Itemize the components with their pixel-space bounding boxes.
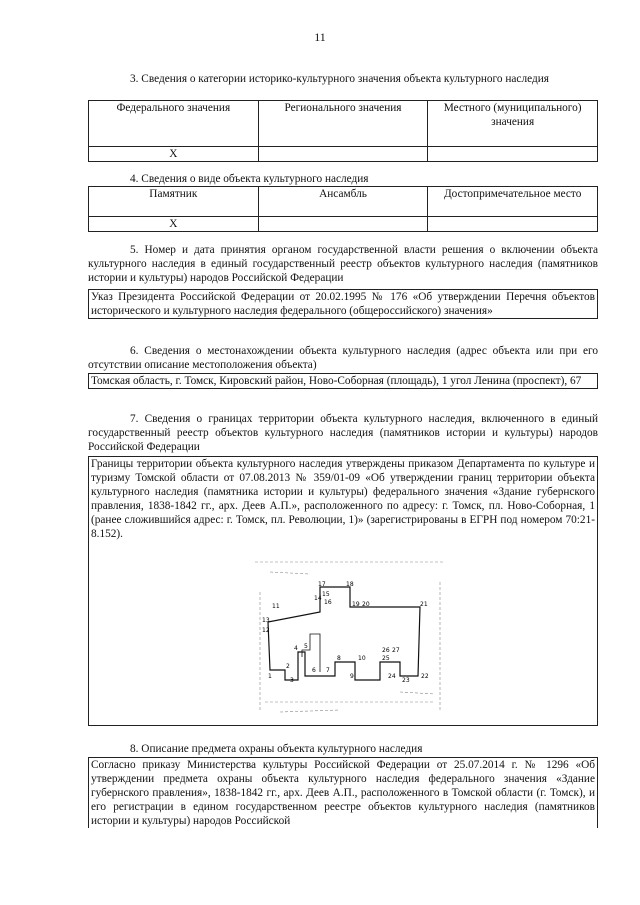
plan-point-17: 17 — [318, 581, 326, 588]
plan-point-2: 2 — [286, 663, 290, 670]
category-table — [88, 100, 598, 162]
plan-point-14: 14 — [314, 595, 322, 602]
type-table — [88, 186, 598, 232]
section6-heading: 6. Сведения о местонахождении объекта культурного наследия (адрес объекта или при его отсутствии описание местоположения объекта) — [88, 345, 598, 371]
category-regional-mark — [258, 147, 428, 162]
plan-point-27: 27 — [392, 647, 400, 654]
section7-heading: 7. Сведения о границах территории объекта культурного наследия, включенного в единый государственный реестр объектов культурного наследия (памятников истории и культуры) народов Российской Федерации — [88, 413, 598, 453]
category-local-mark — [428, 147, 598, 162]
plan-point-23: 23 — [402, 677, 410, 684]
territory-boundary-plan — [250, 552, 450, 720]
section4-heading: 4. Сведения о виде объекта культурного наследия — [130, 173, 369, 185]
type-landmark-mark — [428, 217, 598, 232]
section5-heading: 5. Номер и дата принятия органом государственной власти решения о включении объекта культурного наследия в единый государственный реестр объектов культурного наследия (памятников истории и культуры) народов Российской Федерации — [88, 244, 598, 284]
plan-point-11: 11 — [272, 603, 280, 610]
plan-point-3: 3 — [290, 677, 294, 684]
plan-point-18: 18 — [346, 581, 354, 588]
type-monument-header: Памятник — [89, 187, 259, 217]
plan-point-4: 4 — [294, 645, 298, 652]
plan-point-24: 24 — [388, 673, 396, 680]
type-monument-mark: Х — [89, 217, 259, 232]
plan-point-15: 15 — [322, 591, 330, 598]
plan-point-8: 8 — [337, 655, 341, 662]
section8-value: Согласно приказу Министерства культуры Российской Федерации от 25.07.2014 г. № 1296 «Об утверждении предмета охраны объекта культурного наследия федерального значения «Здание губернского правления», 1838-1842 гг., арх. Деев А.П., расположенного в Томской области (г. Томск), и его регистрации в едином государственном реестре объектов культурного наследия (памятников истории и культуры) народов Российской — [88, 757, 598, 828]
plan-point-22: 22 — [421, 673, 429, 680]
category-federal-mark: Х — [89, 147, 259, 162]
section7-value: Границы территории объекта культурного наследия утверждены приказом Департамента по культуре и туризму Томской области от 07.08.2013 № 359/01-09 «Об утверждении границ территории объекта культурного наследия (памятника истории и культуры) федерального значения «Здание губернского правления, 1838-1842 гг., арх. Деев А.П.», расположенного по адресу: г. Томск, пл. Ново-Соборная, 1 (ранее сложившийся адрес: г. Томск, пл. Революции, 1)» (зарегистрированы в ЕГРН под номером 70:21-8.152). — [91, 458, 595, 540]
category-local-header: Местного (муниципального) значения — [428, 101, 598, 147]
plan-point-9: 9 — [350, 673, 354, 680]
plan-point-16: 16 — [324, 599, 332, 606]
plan-point-7: 7 — [326, 667, 330, 674]
type-ensemble-header: Ансамбль — [258, 187, 428, 217]
page-number: 11 — [314, 30, 326, 44]
section6-value: Томская область, г. Томск, Кировский район, Ново-Соборная (площадь), 1 угол Ленина (проспект), 67 — [88, 373, 598, 389]
section5-value: Указ Президента Российской Федерации от 20.02.1995 № 176 «Об утверждении Перечня объектов исторического и культурного наследия федерального (общероссийского) значения» — [88, 289, 598, 319]
plan-point-6: 6 — [312, 667, 316, 674]
section8-heading: 8. Описание предмета охраны объекта культурного наследия — [130, 743, 423, 755]
plan-point-20: 20 — [362, 601, 370, 608]
plan-point-19: 19 — [352, 601, 360, 608]
plan-point-5: 5 — [304, 643, 308, 650]
plan-point-26: 26 — [382, 647, 390, 654]
plan-point-21: 21 — [420, 601, 428, 608]
plan-point-25: 25 — [382, 655, 390, 662]
category-federal-header: Федерального значения — [89, 101, 259, 147]
plan-point-10: 10 — [358, 655, 366, 662]
type-ensemble-mark — [258, 217, 428, 232]
section3-heading: 3. Сведения о категории историко-культурного значения объекта культурного наследия — [130, 73, 549, 85]
category-regional-header: Регионального значения — [258, 101, 428, 147]
plan-point-12: 12 — [262, 627, 270, 634]
plan-point-1: 1 — [268, 673, 272, 680]
type-landmark-header: Достопримечательное место — [428, 187, 598, 217]
plan-point-13: 13 — [262, 617, 270, 624]
